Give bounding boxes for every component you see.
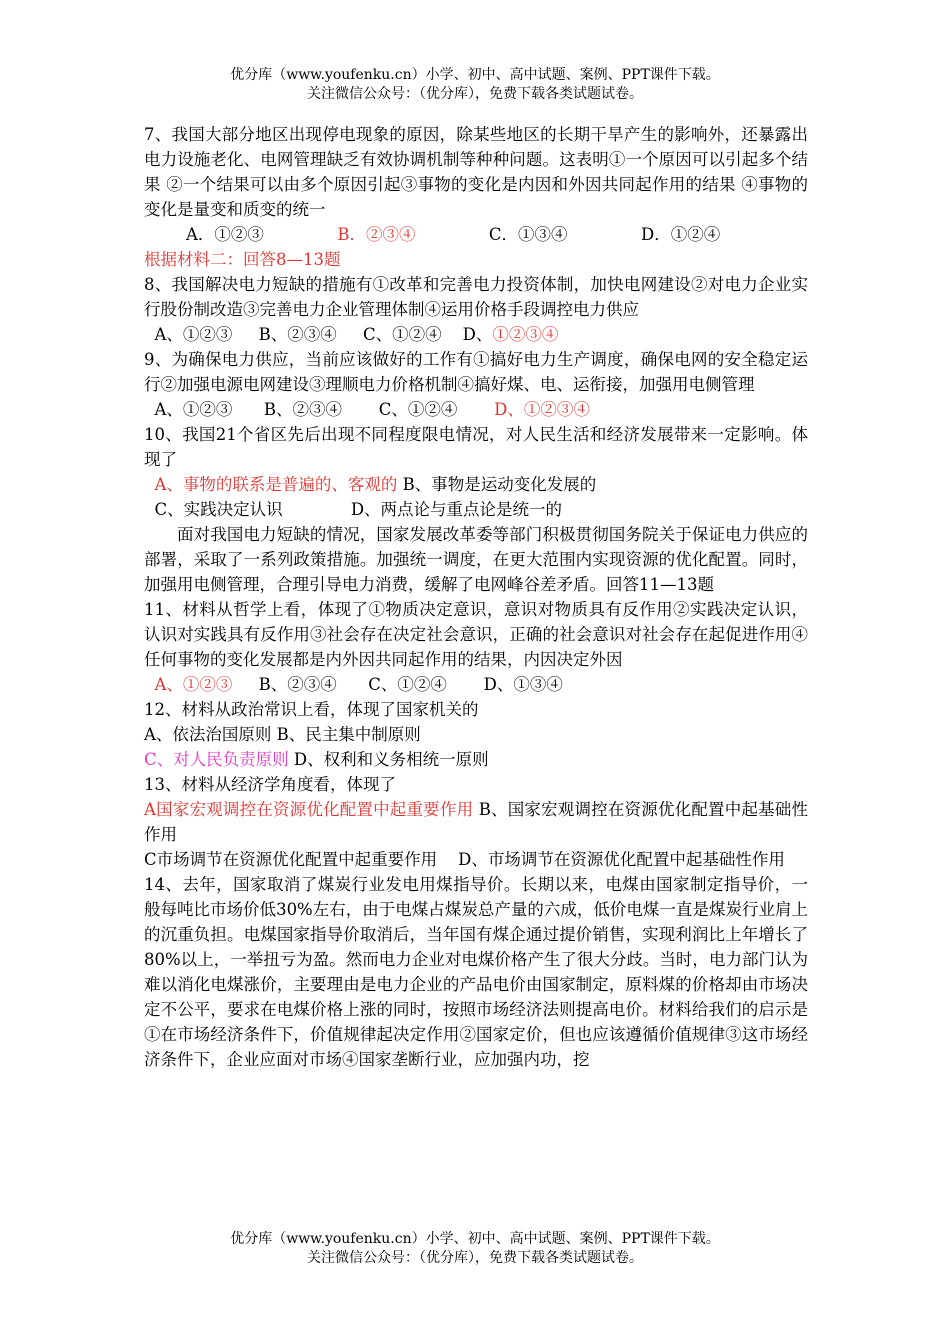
- page-footer: [0, 1230, 950, 1268]
- question-10-options-row-1: [144, 472, 808, 497]
- q10-option-b: B、事物是运动变化发展的: [402, 475, 597, 494]
- question-11-stem: 11、材料从哲学上看，体现了①物质决定意识，意识对物质具有反作用②实践决定认识，认识对实践具有反作用③社会存在决定社会意识，正确的社会意识对社会存在起促进作用④任何事物的变化发展都是内外因共同起作用的结果，内因决定外因: [144, 600, 808, 669]
- q12-option-d: D、权利和义务相统一原则: [293, 750, 489, 769]
- q7-option-a: A．①②③: [185, 225, 264, 244]
- question-13-stem: 13、材料从经济学角度看，体现了: [144, 775, 396, 794]
- q11-option-b: B、②③④: [258, 675, 337, 694]
- question-9-stem: 9、为确保电力供应，当前应该做好的工作有①搞好电力生产调度，确保电网的安全稳定运行②加强电源电网建设③理顺电力价格机制④搞好煤、电、运衔接，加强用电侧管理: [144, 350, 808, 394]
- footer-line-1: 优分库（www.youfenku.cn）小学、初中、高中试题、案例、PPT课件下载。: [230, 1231, 720, 1247]
- question-13-options-row-2: [144, 847, 808, 872]
- q13-option-d: D、市场调节在资源优化配置中起基础性作用: [458, 850, 785, 869]
- q10-option-d: D、两点论与重点论是统一的: [350, 500, 563, 519]
- q9-option-c: C、①②④: [378, 400, 458, 419]
- q7-option-b: B．②③④: [337, 225, 416, 244]
- q13-option-c: C市场调节在资源优化配置中起重要作用: [144, 850, 438, 869]
- material-3-paragraph: 面对我国电力短缺的情况，国家发展改革委等部门积极贯彻国务院关于保证电力供应的部署，采取了一系列政策措施。加强统一调度，在更大范围内实现资源的优化配置。同时，加强用电侧管理，合理引导电力消费，缓解了电网峰谷差矛盾。回答11—13题: [144, 525, 808, 594]
- q12-option-c: C、对人民负责原则: [144, 750, 289, 769]
- question-12-stem: 12、材料从政治常识上看，体现了国家机关的: [144, 700, 479, 719]
- material-2-note: 根据材料二：回答8—13题: [144, 250, 341, 269]
- header-line-2: 关注微信公众号：（优分库），免费下载各类试题试卷。: [307, 86, 643, 102]
- q8-option-d: ①②③④: [492, 325, 559, 344]
- q7-option-d: D．①②④: [640, 225, 721, 244]
- question-10-options-row-2: [144, 497, 808, 522]
- q13-option-a: A国家宏观调控在资源优化配置中起重要作用: [144, 800, 474, 819]
- q10-option-a: A、事物的联系是普遍的、客观的: [154, 475, 398, 494]
- q7-option-c: C．①③④: [488, 225, 568, 244]
- q8-option-c: C、①②④: [363, 325, 442, 344]
- question-10-stem: 10、我国21个省区先后出现不同程度限电情况，对人民生活和经济发展带来一定影响。体现了: [144, 425, 808, 469]
- page-header: [0, 66, 950, 104]
- question-8-stem: 8、我国解决电力短缺的措施有①改革和完善电力投资体制，加快电网建设②对电力企业实行股份制改造③完善电力企业管理体制④运用价格手段调控电力供应: [144, 275, 808, 319]
- q11-option-c: C、①②④: [368, 675, 447, 694]
- q11-option-d: D、①③④: [483, 675, 563, 694]
- question-13-options-row-1: [144, 797, 808, 847]
- q9-option-b: B、②③④: [263, 400, 343, 419]
- q8-option-b: B、②③④: [258, 325, 337, 344]
- question-9-options: [144, 397, 808, 422]
- q11-option-a: A、①②③: [154, 675, 233, 694]
- q8-option-d-label: D、: [462, 325, 493, 344]
- question-8-options: [144, 322, 808, 347]
- q9-option-d: D、①②③④: [494, 400, 590, 419]
- question-7-stem: 7、我国大部分地区出现停电现象的原因，除某些地区的长期干旱产生的影响外，还暴露出电力设施老化、电网管理缺乏有效协调机制等种种问题。这表明①一个原因可以引起多个结果 ②一个结果可以由多个原因引起③事物的变化是内因和外因共同起作用的结果 ④事物的变化是量变和质变的统一: [144, 125, 808, 219]
- question-7-options: [144, 222, 808, 247]
- q8-option-a: A、①②③: [154, 325, 233, 344]
- header-line-1: 优分库（www.youfenku.cn）小学、初中、高中试题、案例、PPT课件下载。: [230, 67, 720, 83]
- q12-option-b: B、民主集中制原则: [276, 725, 421, 744]
- q13-option-b: B、国家宏观调控在资源优化配置中起基础性作用: [144, 800, 808, 844]
- footer-line-2: 关注微信公众号：（优分库），免费下载各类试题试卷。: [307, 1250, 643, 1266]
- question-12-options-row-1: [144, 722, 808, 747]
- question-11-options: [144, 672, 808, 697]
- q9-option-a: A、①②③: [154, 400, 233, 419]
- question-14-stem: 14、去年，国家取消了煤炭行业发电用煤指导价。长期以来，电煤由国家制定指导价，一般每吨比市场价低30%左右，由于电煤占煤炭总产量的六成，低价电煤一直是煤炭行业肩上的沉重负担。电煤国家指导价取消后，当年国有煤企通过提价销售，实现利润比上年增长了80%以上，一举扭亏为盈。然而电力企业对电煤价格产生了很大分歧。当时，电力部门认为难以消化电煤涨价，主要理由是电力企业的产品电价由国家制定，原料煤的价格却由市场决定不公平，要求在电煤价格上涨的同时，按照市场经济法则提高电价。材料给我们的启示是①在市场经济条件下，价值规律起决定作用②国家定价，但也应该遵循价值规律③这市场经济条件下，企业应面对市场④国家垄断行业，应加强内功，挖: [144, 875, 808, 1069]
- document-body: [144, 122, 808, 1072]
- q10-option-c: C、实践决定认识: [154, 500, 283, 519]
- question-12-options-row-2: [144, 747, 808, 772]
- q12-option-a: A、依法治国原则: [144, 725, 272, 744]
